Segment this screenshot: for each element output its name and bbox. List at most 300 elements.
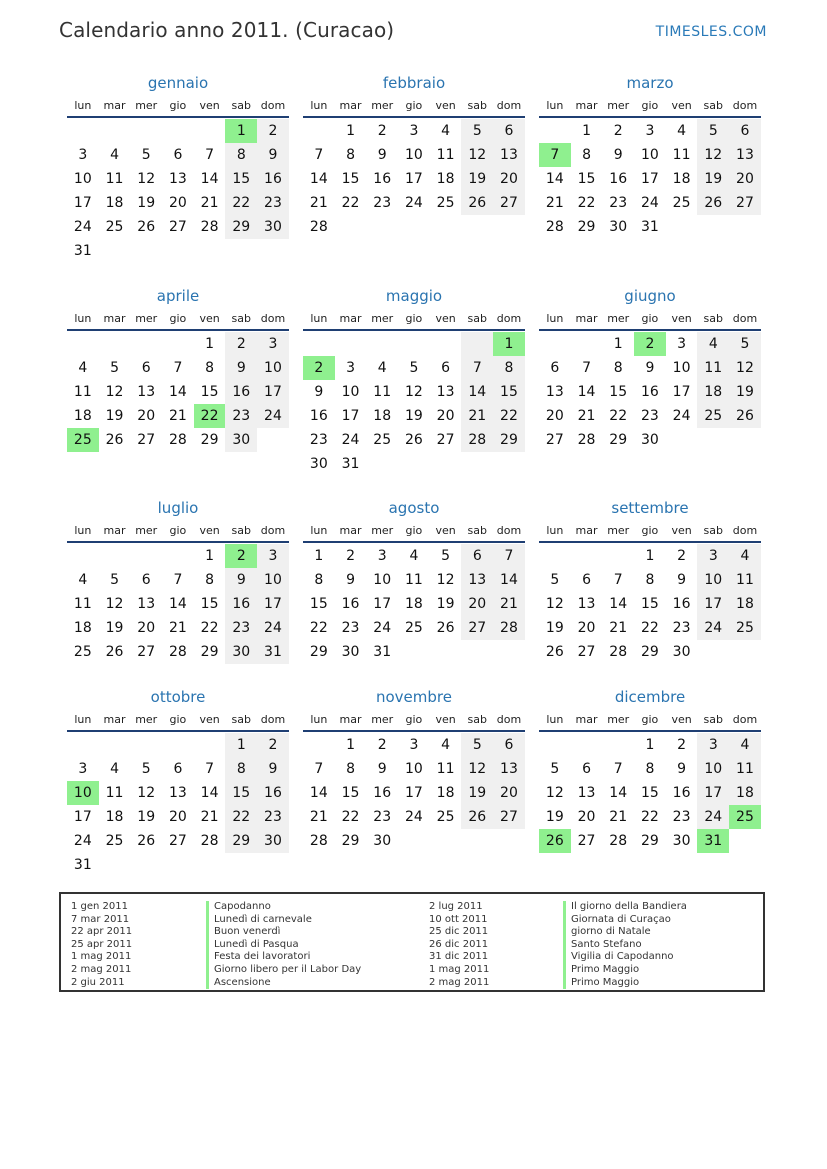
empty-cell [99, 119, 131, 143]
weekday-label: gio [405, 713, 423, 726]
day-cell: 15 [493, 380, 525, 404]
week-row [303, 640, 525, 664]
day-cell: 24 [672, 408, 691, 424]
day-cell: 21 [200, 195, 219, 211]
week-row [539, 215, 761, 239]
day-cell: 29 [225, 829, 257, 853]
holiday-day-cell: 25 [729, 805, 761, 829]
empty-cell [493, 829, 525, 853]
day-cell: 11 [672, 147, 691, 163]
month-title: gennaio [147, 74, 209, 92]
empty-cell [398, 215, 430, 239]
day-cell: 4 [441, 737, 451, 753]
weekday-label: mer [607, 713, 630, 726]
holiday-day-cell: 2 [225, 544, 257, 568]
weekday-label: lun [74, 713, 92, 726]
week-row [539, 733, 761, 757]
day-cell: 3 [645, 123, 655, 139]
day-cell: 17 [697, 592, 729, 616]
empty-cell [303, 733, 335, 757]
weekday-label: mar [575, 524, 598, 537]
empty-cell [602, 733, 634, 757]
day-cell: 9 [677, 761, 687, 777]
day-cell: 18 [729, 592, 761, 616]
day-cell: 9 [346, 572, 355, 588]
weekday-label: mar [339, 713, 362, 726]
day-cell: 30 [225, 640, 257, 664]
week-row [67, 380, 289, 404]
empty-cell [461, 829, 493, 853]
day-cell: 8 [346, 147, 355, 163]
day-cell: 12 [105, 596, 124, 612]
day-cell: 17 [257, 380, 289, 404]
weekday-label: dom [260, 99, 286, 112]
day-cell: 14 [545, 171, 564, 187]
day-cell: 24 [257, 616, 289, 640]
day-cell: 29 [309, 644, 328, 660]
day-cell: 20 [168, 195, 187, 211]
holiday-date: 2 mag 2011 [71, 963, 132, 975]
empty-cell [67, 119, 99, 143]
day-cell: 26 [137, 219, 156, 235]
day-cell: 4 [441, 123, 451, 139]
holiday-day-cell: 10 [67, 781, 99, 805]
day-cell: 3 [257, 544, 289, 568]
day-cell: 15 [225, 167, 257, 191]
day-cell: 29 [577, 219, 596, 235]
day-cell: 19 [105, 620, 124, 636]
holiday-date: 2 mag 2011 [429, 976, 490, 988]
weekday-label: dom [260, 312, 286, 325]
day-cell: 27 [577, 644, 596, 660]
weekday-header [303, 94, 525, 118]
week-row [539, 757, 761, 781]
empty-cell [461, 332, 493, 356]
empty-cell [697, 640, 729, 664]
weekday-label: lun [546, 312, 564, 325]
day-cell: 6 [729, 119, 761, 143]
day-cell: 27 [168, 833, 187, 849]
weekday-label: mar [339, 312, 362, 325]
month-title: luglio [157, 499, 199, 517]
day-cell: 10 [697, 757, 729, 781]
month-title: maggio [385, 287, 443, 305]
empty-cell [335, 215, 367, 239]
empty-cell [430, 332, 462, 356]
day-cell: 7 [461, 356, 493, 380]
empty-cell [194, 239, 226, 263]
day-cell: 16 [257, 781, 289, 805]
day-cell: 2 [613, 123, 623, 139]
day-cell: 17 [73, 195, 92, 211]
day-cell: 12 [436, 572, 455, 588]
day-cell: 16 [373, 785, 392, 801]
holiday-names-right [563, 901, 687, 989]
weekday-label: sab [467, 99, 488, 112]
day-cell: 4 [78, 572, 88, 588]
day-cell: 27 [137, 644, 156, 660]
day-cell: 9 [314, 384, 324, 400]
weekday-label: mar [103, 312, 126, 325]
week-row [67, 428, 289, 452]
day-cell: 15 [200, 384, 219, 400]
weekday-label: mer [607, 524, 630, 537]
day-cell: 12 [697, 143, 729, 167]
day-cell: 21 [609, 620, 628, 636]
day-cell: 2 [257, 119, 289, 143]
day-cell: 27 [461, 616, 493, 640]
weekday-label: gio [641, 312, 659, 325]
day-cell: 24 [341, 432, 360, 448]
week-row [67, 119, 289, 143]
empty-cell [99, 332, 131, 356]
month-title: settembre [611, 499, 689, 517]
day-cell: 22 [341, 195, 360, 211]
weekday-label: lun [74, 524, 92, 537]
day-cell: 23 [609, 195, 628, 211]
empty-cell [430, 829, 462, 853]
weekday-header [67, 307, 289, 331]
holiday-date: 7 mar 2011 [71, 913, 130, 925]
holiday-name: Ascensione [206, 977, 361, 990]
day-cell: 22 [309, 620, 328, 636]
day-cell: 20 [168, 809, 187, 825]
day-cell: 2 [346, 548, 355, 564]
weekday-label: mer [371, 524, 394, 537]
day-cell: 25 [436, 195, 455, 211]
empty-cell [729, 428, 761, 452]
day-cell: 4 [78, 360, 88, 376]
week-row [303, 616, 525, 640]
day-cell: 6 [173, 761, 183, 777]
weekday-label: gio [405, 524, 423, 537]
empty-cell [366, 332, 398, 356]
day-cell: 15 [640, 785, 659, 801]
day-cell: 7 [613, 572, 623, 588]
day-cell: 6 [141, 360, 151, 376]
weekday-label: ven [671, 713, 692, 726]
holiday-dates-left [71, 901, 132, 989]
day-cell: 6 [582, 572, 591, 588]
day-cell: 29 [609, 432, 628, 448]
weekday-label: sab [231, 99, 252, 112]
day-cell: 30 [373, 833, 392, 849]
weekday-label: ven [435, 524, 456, 537]
holiday-day-cell: 2 [634, 332, 666, 356]
day-cell: 27 [436, 432, 455, 448]
day-cell: 16 [373, 171, 392, 187]
empty-cell [493, 215, 525, 239]
weekday-label: dom [732, 99, 758, 112]
day-cell: 30 [257, 829, 289, 853]
day-cell: 3 [377, 548, 387, 564]
day-cell: 26 [729, 404, 761, 428]
day-cell: 15 [200, 596, 219, 612]
day-cell: 23 [373, 809, 392, 825]
day-cell: 31 [373, 644, 392, 660]
day-cell: 9 [257, 143, 289, 167]
holiday-name: Giornata di Curaçao [563, 914, 687, 927]
day-cell: 21 [309, 195, 328, 211]
day-cell: 11 [73, 596, 92, 612]
day-cell: 13 [577, 785, 596, 801]
day-cell: 18 [73, 620, 92, 636]
month-title: agosto [388, 499, 440, 517]
day-cell: 9 [677, 572, 687, 588]
weekday-label: mer [371, 312, 394, 325]
weekday-label: lun [310, 312, 328, 325]
day-cell: 15 [577, 171, 596, 187]
month-marzo [539, 72, 761, 239]
day-cell: 7 [173, 572, 183, 588]
week-row [67, 404, 289, 428]
day-cell: 7 [314, 147, 324, 163]
day-cell: 3 [697, 544, 729, 568]
day-cell: 26 [461, 191, 493, 215]
weekday-label: ven [671, 99, 692, 112]
weekday-label: mar [575, 713, 598, 726]
day-cell: 12 [105, 384, 124, 400]
month-settembre [539, 497, 761, 664]
day-cell: 14 [309, 785, 328, 801]
weekday-header [303, 708, 525, 732]
day-cell: 31 [73, 243, 92, 259]
day-cell: 9 [225, 568, 257, 592]
day-cell: 19 [137, 195, 156, 211]
empty-cell [130, 544, 162, 568]
weekday-label: lun [546, 99, 564, 112]
day-cell: 3 [346, 360, 355, 376]
day-cell: 30 [640, 432, 659, 448]
day-cell: 9 [613, 147, 623, 163]
weekday-label: dom [496, 99, 522, 112]
empty-cell [67, 733, 99, 757]
day-cell: 1 [314, 548, 324, 564]
day-cell: 7 [613, 761, 623, 777]
empty-cell [398, 640, 430, 664]
day-cell: 26 [105, 432, 124, 448]
holiday-day-cell: 7 [539, 143, 571, 167]
day-cell: 5 [729, 332, 761, 356]
month-ottobre [67, 686, 289, 877]
weekday-label: sab [703, 312, 724, 325]
weekday-label: gio [169, 99, 187, 112]
weekday-header [539, 519, 761, 543]
weekday-label: dom [260, 524, 286, 537]
holiday-name: Lunedì di carnevale [206, 914, 361, 927]
weekday-label: lun [74, 99, 92, 112]
holiday-name: Vigilia di Capodanno [563, 951, 687, 964]
day-cell: 8 [493, 356, 525, 380]
day-cell: 4 [729, 733, 761, 757]
weekday-label: ven [199, 713, 220, 726]
day-cell: 3 [78, 147, 88, 163]
month-aprile [67, 285, 289, 452]
day-cell: 23 [257, 191, 289, 215]
empty-cell [539, 733, 571, 757]
day-cell: 25 [404, 620, 423, 636]
weekday-header [539, 307, 761, 331]
day-cell: 17 [73, 809, 92, 825]
day-cell: 10 [373, 572, 392, 588]
day-cell: 23 [341, 620, 360, 636]
day-cell: 6 [493, 119, 525, 143]
day-cell: 8 [645, 761, 655, 777]
weekday-label: lun [546, 713, 564, 726]
week-row [67, 239, 289, 263]
week-row [303, 544, 525, 568]
week-row [67, 829, 289, 853]
day-cell: 14 [461, 380, 493, 404]
month-febbraio [303, 72, 525, 239]
day-cell: 8 [582, 147, 591, 163]
day-cell: 12 [545, 785, 564, 801]
day-cell: 11 [404, 572, 423, 588]
week-row [539, 380, 761, 404]
month-gennaio [67, 72, 289, 263]
day-cell: 30 [309, 456, 328, 472]
day-cell: 30 [672, 833, 691, 849]
week-row [539, 404, 761, 428]
day-cell: 15 [341, 171, 360, 187]
day-cell: 11 [697, 356, 729, 380]
day-cell: 22 [225, 191, 257, 215]
day-cell: 20 [545, 408, 564, 424]
week-row [539, 805, 761, 829]
holiday-day-cell: 26 [539, 829, 571, 853]
day-cell: 22 [225, 805, 257, 829]
week-row [67, 544, 289, 568]
week-row [539, 356, 761, 380]
day-cell: 14 [493, 568, 525, 592]
day-cell: 27 [137, 432, 156, 448]
day-cell: 28 [168, 432, 187, 448]
holiday-name: Giorno libero per il Labor Day [206, 964, 361, 977]
day-cell: 3 [677, 336, 687, 352]
day-cell: 20 [577, 809, 596, 825]
day-cell: 8 [225, 757, 257, 781]
week-row [67, 332, 289, 356]
holiday-name: Festa dei lavoratori [206, 951, 361, 964]
weekday-label: mar [339, 99, 362, 112]
day-cell: 5 [697, 119, 729, 143]
weekday-label: sab [467, 312, 488, 325]
day-cell: 10 [73, 171, 92, 187]
day-cell: 22 [640, 620, 659, 636]
day-cell: 18 [436, 785, 455, 801]
day-cell: 8 [314, 572, 324, 588]
holiday-date: 25 dic 2011 [429, 926, 489, 938]
empty-cell [225, 239, 257, 263]
day-cell: 14 [577, 384, 596, 400]
day-cell: 19 [137, 809, 156, 825]
day-cell: 26 [105, 644, 124, 660]
day-cell: 26 [545, 644, 564, 660]
day-cell: 13 [729, 143, 761, 167]
day-cell: 27 [577, 833, 596, 849]
empty-cell [162, 239, 194, 263]
empty-cell [430, 640, 462, 664]
day-cell: 6 [582, 761, 591, 777]
day-cell: 17 [341, 408, 360, 424]
day-cell: 25 [729, 616, 761, 640]
empty-cell [539, 332, 571, 356]
week-row [539, 592, 761, 616]
day-cell: 11 [373, 384, 392, 400]
empty-cell [571, 332, 603, 356]
day-cell: 5 [141, 761, 151, 777]
day-cell: 29 [341, 833, 360, 849]
weekday-label: ven [671, 524, 692, 537]
day-cell: 17 [672, 384, 691, 400]
weekday-label: lun [74, 312, 92, 325]
day-cell: 4 [409, 548, 419, 564]
day-cell: 16 [225, 592, 257, 616]
day-cell: 7 [493, 544, 525, 568]
empty-cell [194, 853, 226, 877]
weekday-label: mar [103, 524, 126, 537]
weekday-label: lun [310, 713, 328, 726]
weekday-label: mar [103, 713, 126, 726]
week-row [67, 805, 289, 829]
empty-cell [99, 733, 131, 757]
day-cell: 22 [493, 404, 525, 428]
day-cell: 2 [257, 733, 289, 757]
day-cell: 30 [672, 644, 691, 660]
day-cell: 14 [309, 171, 328, 187]
day-cell: 30 [341, 644, 360, 660]
day-cell: 6 [173, 147, 183, 163]
holiday-date: 10 ott 2011 [429, 913, 488, 925]
day-cell: 21 [609, 809, 628, 825]
holiday-date: 2 lug 2011 [429, 901, 483, 912]
day-cell: 11 [436, 147, 455, 163]
day-cell: 12 [404, 384, 423, 400]
weekday-header [303, 307, 525, 331]
holiday-name: Santo Stefano [563, 939, 687, 952]
day-cell: 21 [168, 620, 187, 636]
week-row [303, 404, 525, 428]
week-row [67, 167, 289, 191]
week-row [303, 215, 525, 239]
empty-cell [162, 544, 194, 568]
day-cell: 25 [436, 809, 455, 825]
day-cell: 5 [550, 572, 560, 588]
day-cell: 31 [73, 857, 92, 873]
empty-cell [257, 428, 289, 452]
week-row [303, 143, 525, 167]
day-cell: 23 [309, 432, 328, 448]
day-cell: 16 [225, 380, 257, 404]
weekday-label: sab [231, 312, 252, 325]
day-cell: 11 [105, 785, 124, 801]
week-row [539, 191, 761, 215]
day-cell: 23 [257, 805, 289, 829]
day-cell: 13 [545, 384, 564, 400]
day-cell: 5 [409, 360, 419, 376]
day-cell: 18 [436, 171, 455, 187]
brand-link[interactable]: TIMESLES.COM [655, 24, 767, 40]
day-cell: 24 [640, 195, 659, 211]
holiday-name: Primo Maggio [563, 977, 687, 990]
day-cell: 8 [225, 143, 257, 167]
empty-cell [729, 829, 761, 853]
day-cell: 4 [697, 332, 729, 356]
weekday-label: dom [732, 524, 758, 537]
day-cell: 13 [436, 384, 455, 400]
weekday-label: ven [199, 312, 220, 325]
week-row [67, 781, 289, 805]
